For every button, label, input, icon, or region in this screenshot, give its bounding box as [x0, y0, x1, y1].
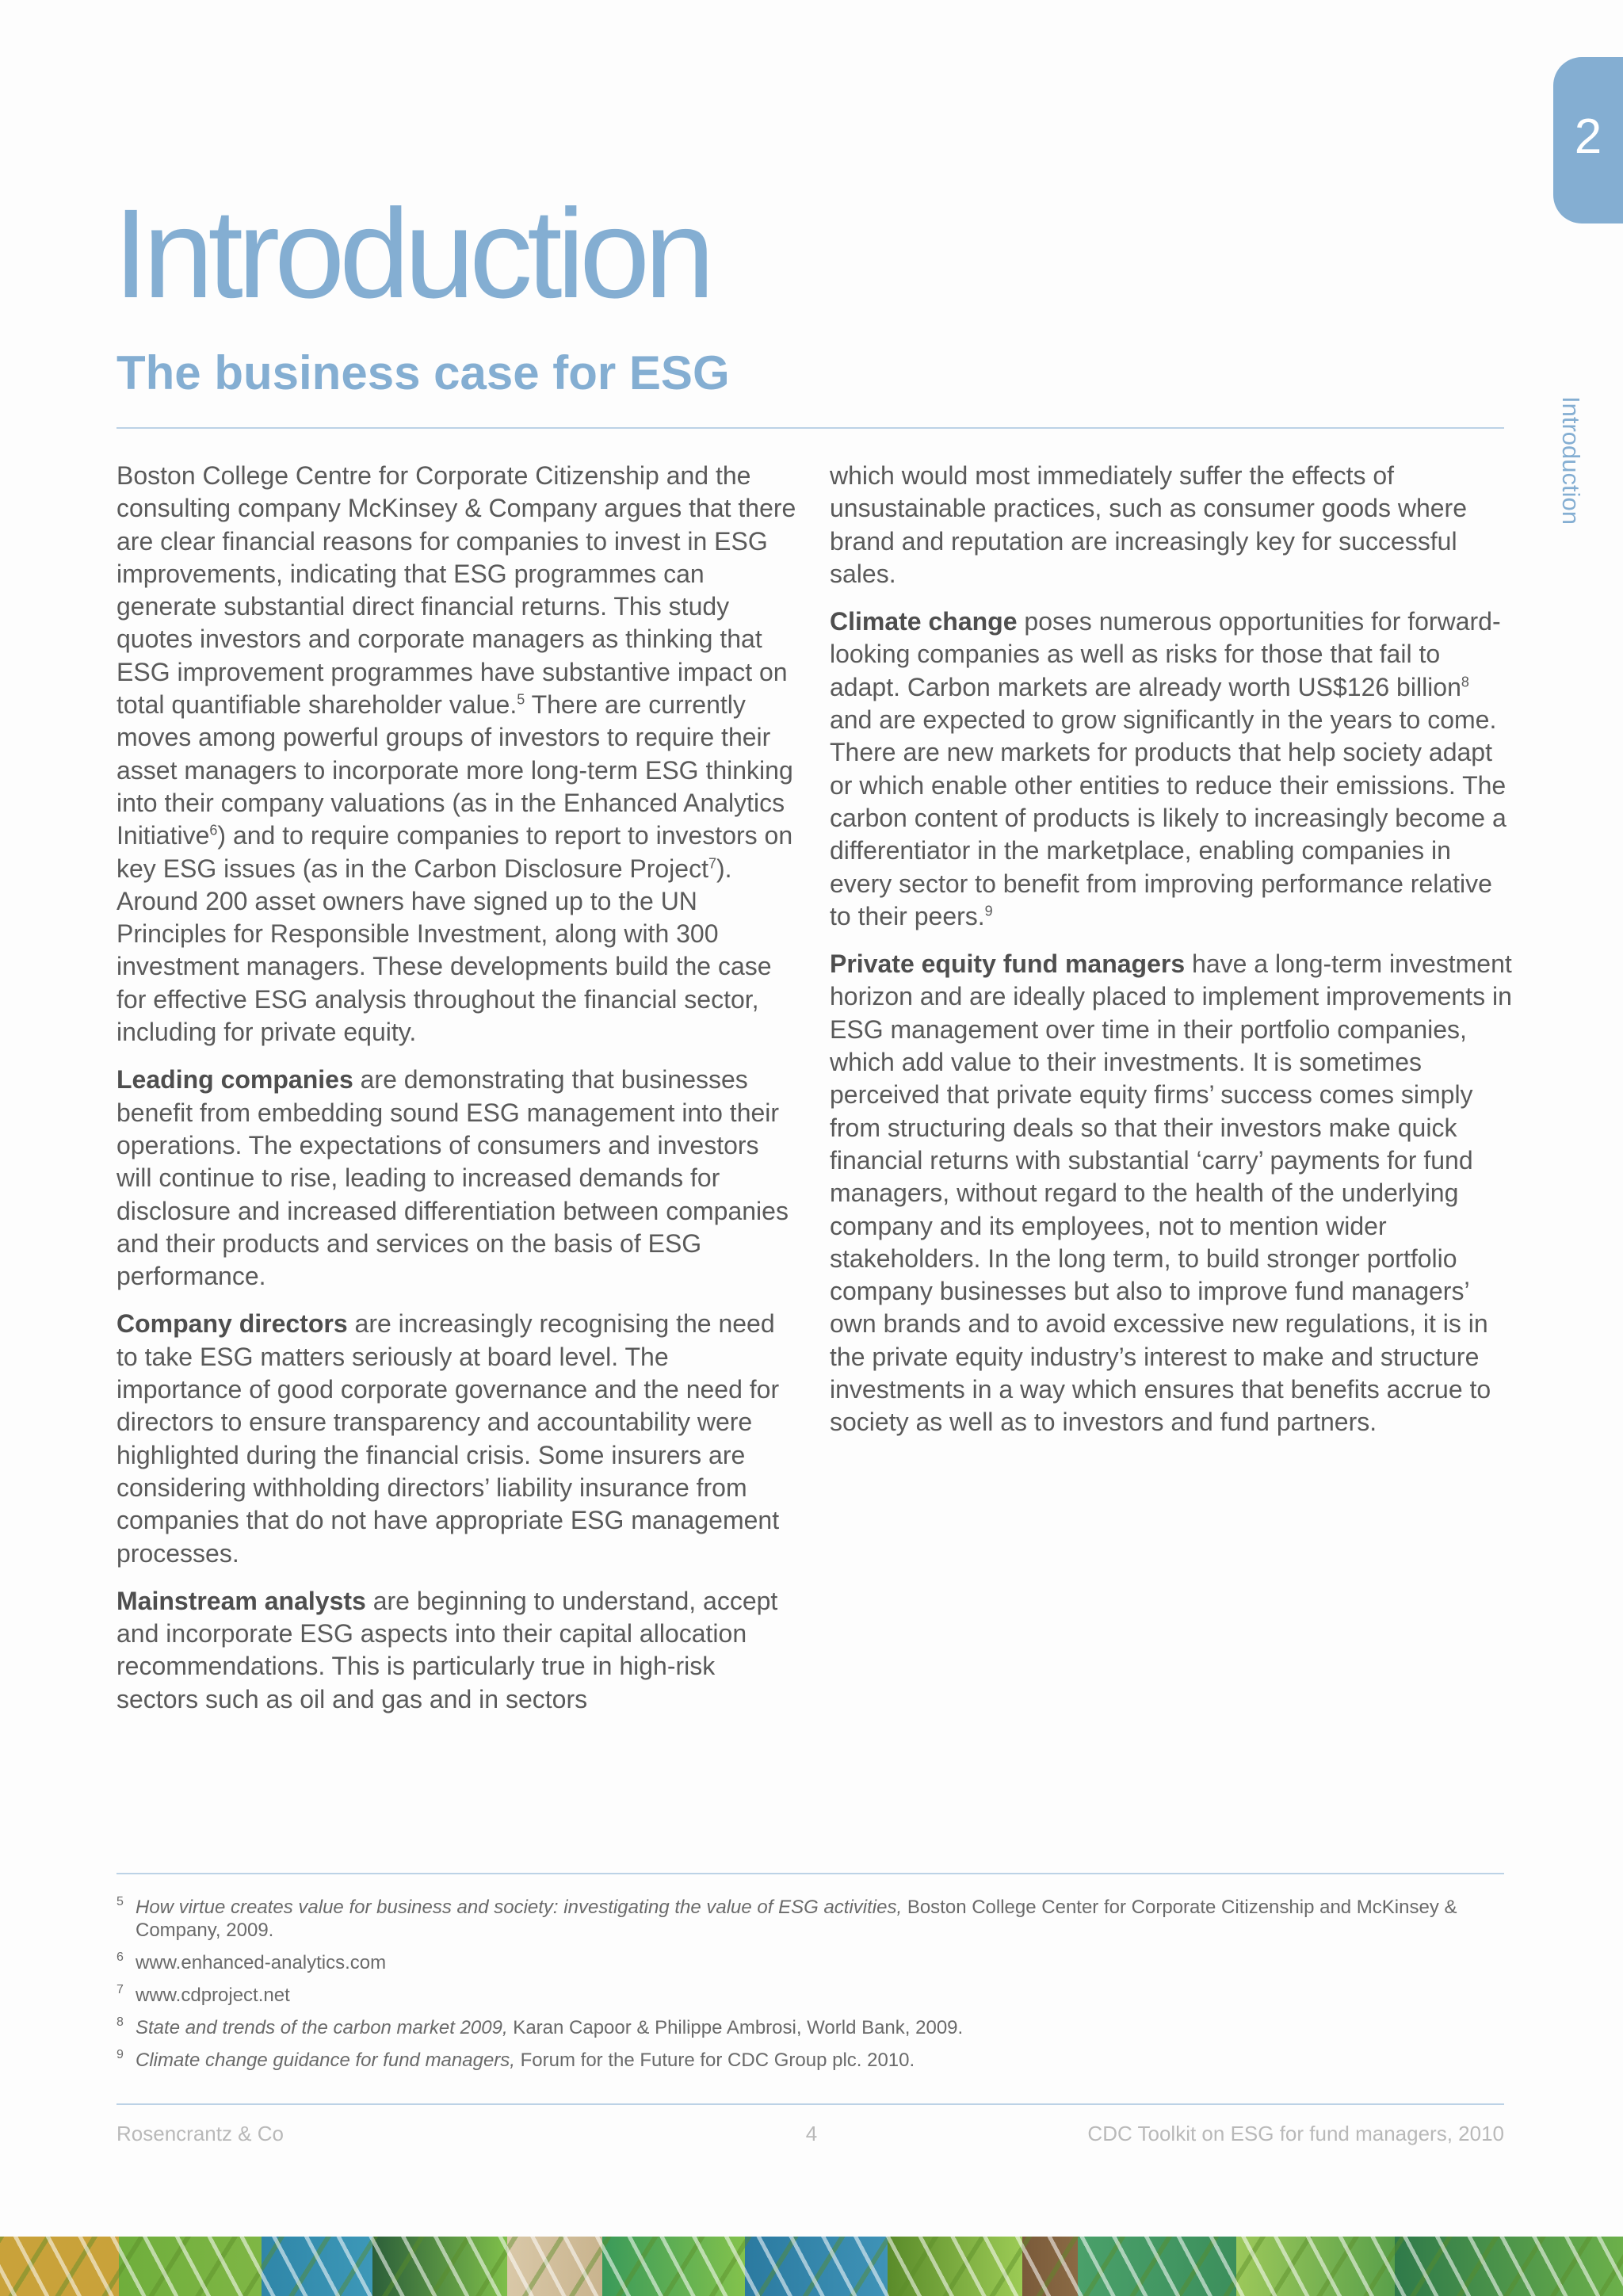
lead-in: Private equity fund managers	[830, 949, 1186, 979]
paragraph: Boston College Centre for Corporate Citizenship and the consulting company McKinsey & Company argues that there are clear financial reasons for companies to invest in ESG improvements, indicating that ESG programmes can generate substantial direct financial returns. This study quotes investors and corporate managers as thinking that ESG improvement programmes have substantive impact on total quantifiable shareholder value.$^5$ There are currently moves among powerful groups of investors to require their asset managers to incorporate more long-term ESG thinking into their company valuations (as in the Enhanced Analytics Initiative$^6$) and to require companies to report to investors on key ESG issues (as in the Carbon Disclosure Project$^7$). Around 200 asset owners have signed up to the UN Principles for Responsible Investment, along with 300 investment managers. These developments build the case for effective ESG analysis throughout the financial sector, including for private equity.	[116, 461, 796, 1047]
paragraph: Private equity fund managers have a long-term investment horizon and are ideally placed to implement improvements in ESG management over time in their portfolio companies, which add value to their investments. It is sometimes perceived that private equity firms’ success comes simply from structuring deals so that their investors make quick financial returns with substantial ‘carry’ payments for fund managers, without regard to the health of the underlying company and its employees, not to mention wider stakeholders. In the long term, to build stronger portfolio company businesses but also to improve fund managers’ own brands and to avoid excessive new regulations, it is in the private equity industry’s interest to make and structure investments in a way which ensures that benefits accrue to society as well as to investors and fund partners.	[830, 949, 1512, 1437]
paragraph: Leading companies are demonstrating that businesses benefit from embedding sound ESG management into their operations. The expectations of consumers and investors will continue to rise, leading to increased demands for disclosure and increased differentiation between companies and their products and services on the basis of ESG performance.	[116, 1065, 789, 1291]
chapter-side-label: Introduction	[1557, 396, 1585, 525]
lead-in: Leading companies	[116, 1065, 353, 1095]
page-number: 4	[805, 2122, 818, 2145]
paragraph: Mainstream analysts are beginning to understand, accept and incorporate ESG aspects into their capital allocation recommendations. This is particularly true in high-risk sectors such as oil and gas and in sectors	[116, 1586, 778, 1713]
footnotes	[116, 1896, 1504, 2081]
lead-in: Climate change	[830, 607, 1018, 636]
paragraph: Climate change poses numerous opportunities for forward-looking companies as well as risks for those that fail to adapt. Carbon markets are already worth US$126 billion$^8$ and are expected to grow significantly in the years to come. There are new markets for products that help society adapt or which enable other entities to reduce their emissions. The carbon content of products is likely to increasingly become a differentiator in the marketplace, enabling companies in every sector to benefit from improving performance relative to their peers.$^9$	[830, 607, 1507, 930]
footnote: 8 State and trends of the carbon market 2009, Karan Capoor & Philippe Ambrosi, World Bank, 2009.	[116, 2015, 964, 2038]
body-column-right	[830, 460, 1513, 1454]
header-divider	[116, 427, 1504, 429]
footer-divider	[116, 2103, 1504, 2105]
footnote: 6 www.enhanced-analytics.com	[116, 1950, 387, 1973]
footnote-ref: 6	[209, 822, 218, 839]
chapter-tab	[1553, 57, 1623, 223]
footnote-ref: 8	[1461, 674, 1469, 690]
decorative-pattern-band	[0, 2237, 1623, 2296]
footnote: 7 www.cdproject.net	[116, 1983, 290, 2006]
chapter-number: 2	[1574, 109, 1602, 164]
footnote-ref: 9	[984, 903, 993, 919]
lead-in: Mainstream analysts	[116, 1586, 366, 1615]
lead-in: Company directors	[116, 1309, 348, 1339]
page-title: Introduction	[113, 182, 710, 324]
footnote-ref: 5	[517, 691, 525, 708]
footnote: 5 How virtue creates value for business and society: investigating the value of ESG activities, Boston College Center for Corporate Citizenship and McKinsey & Company, 2009.	[116, 1895, 1457, 1941]
body-column-left	[116, 460, 800, 1731]
page-subtitle: The business case for ESG	[116, 346, 730, 399]
paragraph: Company directors are increasingly recognising the need to take ESG matters seriously at board level. The importance of good corporate governance and the need for directors to ensure transparency and accountability were highlighted during the financial crisis. Some insurers are considering withholding directors’ liability insurance from companies that do not have appropriate ESG management processes.	[116, 1309, 780, 1568]
paragraph: which would most immediately suffer the effects of unsustainable practices, such as consumer goods where brand and reputation are increasingly key for successful sales.	[830, 461, 1467, 588]
footer-publisher: Rosencrantz & Co	[116, 2122, 284, 2145]
footnote-ref: 7	[708, 854, 716, 871]
footnote: 9 Climate change guidance for fund managers, Forum for the Future for CDC Group plc. 2010.	[116, 2048, 915, 2071]
footnotes-divider	[116, 1873, 1504, 1874]
footer-document-title: CDC Toolkit on ESG for fund managers, 2010	[1087, 2122, 1504, 2145]
